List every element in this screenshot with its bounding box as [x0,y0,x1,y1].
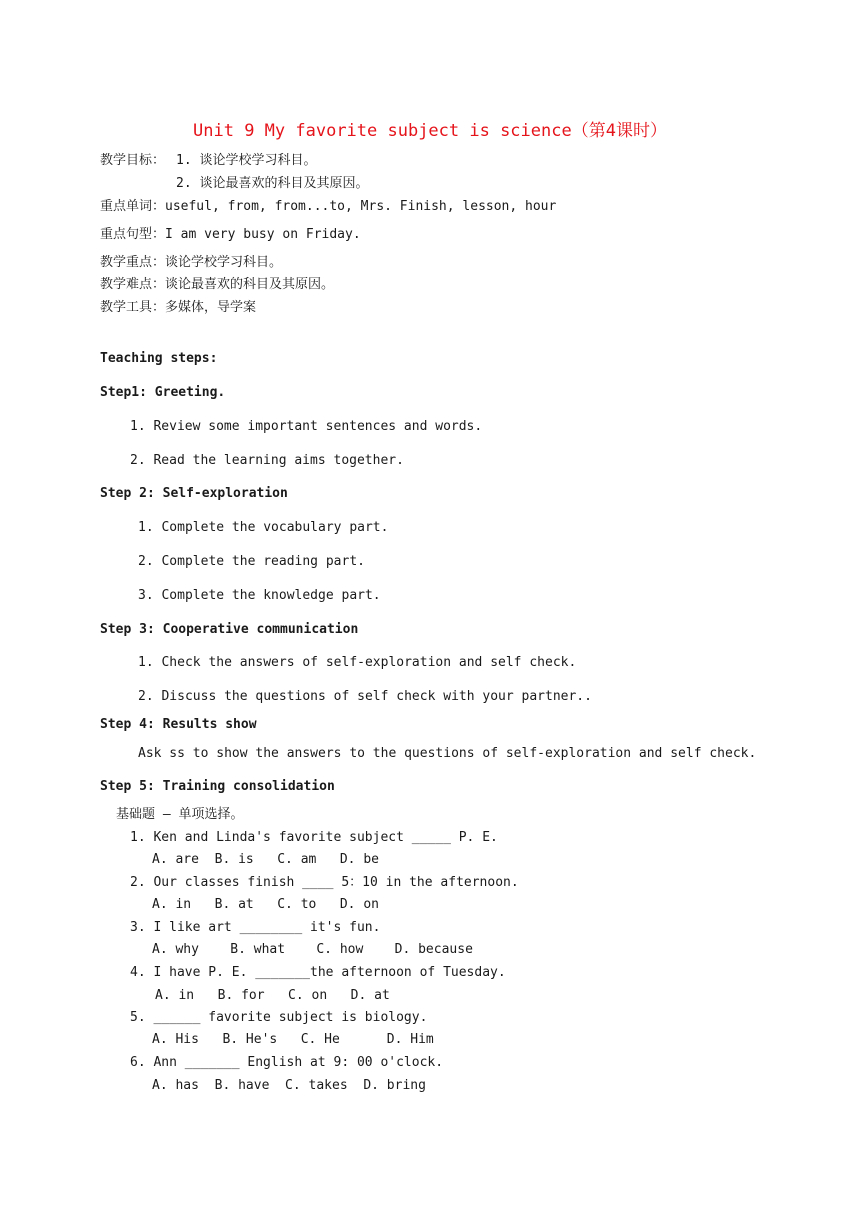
question: 4. I have P. E. _______the afternoon of Tuesday. [130,965,506,980]
step3-item: 2. Discuss the questions of self check with your partner.. [138,689,592,704]
question-options: A. are B. is C. am D. be [152,852,379,867]
question-options: A. in B. for C. on D. at [155,988,390,1003]
step2-item: 3. Complete the knowledge part. [138,588,381,603]
goals-label: 教学目标： [100,153,166,168]
steps-heading: Teaching steps: [100,351,218,366]
question-options: A. in B. at C. to D. on [152,897,379,912]
teaching-tools: 教学工具：多媒体，导学案 [100,300,257,315]
key-point: 教学重点：谈论学校学习科目。 [100,255,283,270]
step1-heading: Step1: Greeting. [100,385,226,400]
goal-1: 1. 谈论学校学习科目。 [176,153,317,168]
question-options: A. why B. what C. how D. because [152,942,473,957]
step3-item: 1. Check the answers of self-exploration and self check. [138,655,577,670]
question: 1. Ken and Linda's favorite subject _____ P. E. [130,830,498,845]
step1-item: 1. Review some important sentences and words. [130,419,483,434]
key-words: 重点单词：useful, from, from...to, Mrs. Finish, lesson, hour [100,199,557,214]
step3-heading: Step 3: Cooperative communication [100,622,359,637]
step2-item: 2. Complete the reading part. [138,554,365,569]
step5-heading: Step 5: Training consolidation [100,779,335,794]
document-title: Unit 9 My favorite subject is science（第4课时） [193,121,667,141]
difficulty: 教学难点：谈论最喜欢的科目及其原因。 [100,277,335,292]
key-sentence: 重点句型：I am very busy on Friday. [100,227,361,242]
step1-item: 2. Read the learning aims together. [130,453,404,468]
question: 3. I like art ________ it's fun. [130,920,381,935]
goal-2: 2. 谈论最喜欢的科目及其原因。 [176,176,369,191]
question: 2. Our classes finish ____ 5：10 in the afternoon. [130,875,519,890]
step2-item: 1. Complete the vocabulary part. [138,520,389,535]
question: 5. ______ favorite subject is biology. [130,1010,428,1025]
question-options: A. His B. He's C. He D. Him [152,1032,434,1047]
question-options: A. has B. have C. takes D. bring [152,1078,426,1093]
step5-subheading: 基础题 — 单项选择。 [116,807,244,822]
step4-text: Ask ss to show the answers to the questions of self-exploration and self check. [138,746,757,761]
step4-heading: Step 4: Results show [100,717,257,732]
question: 6. Ann _______ English at 9: 00 o'clock. [130,1055,444,1070]
step2-heading: Step 2: Self-exploration [100,486,288,501]
